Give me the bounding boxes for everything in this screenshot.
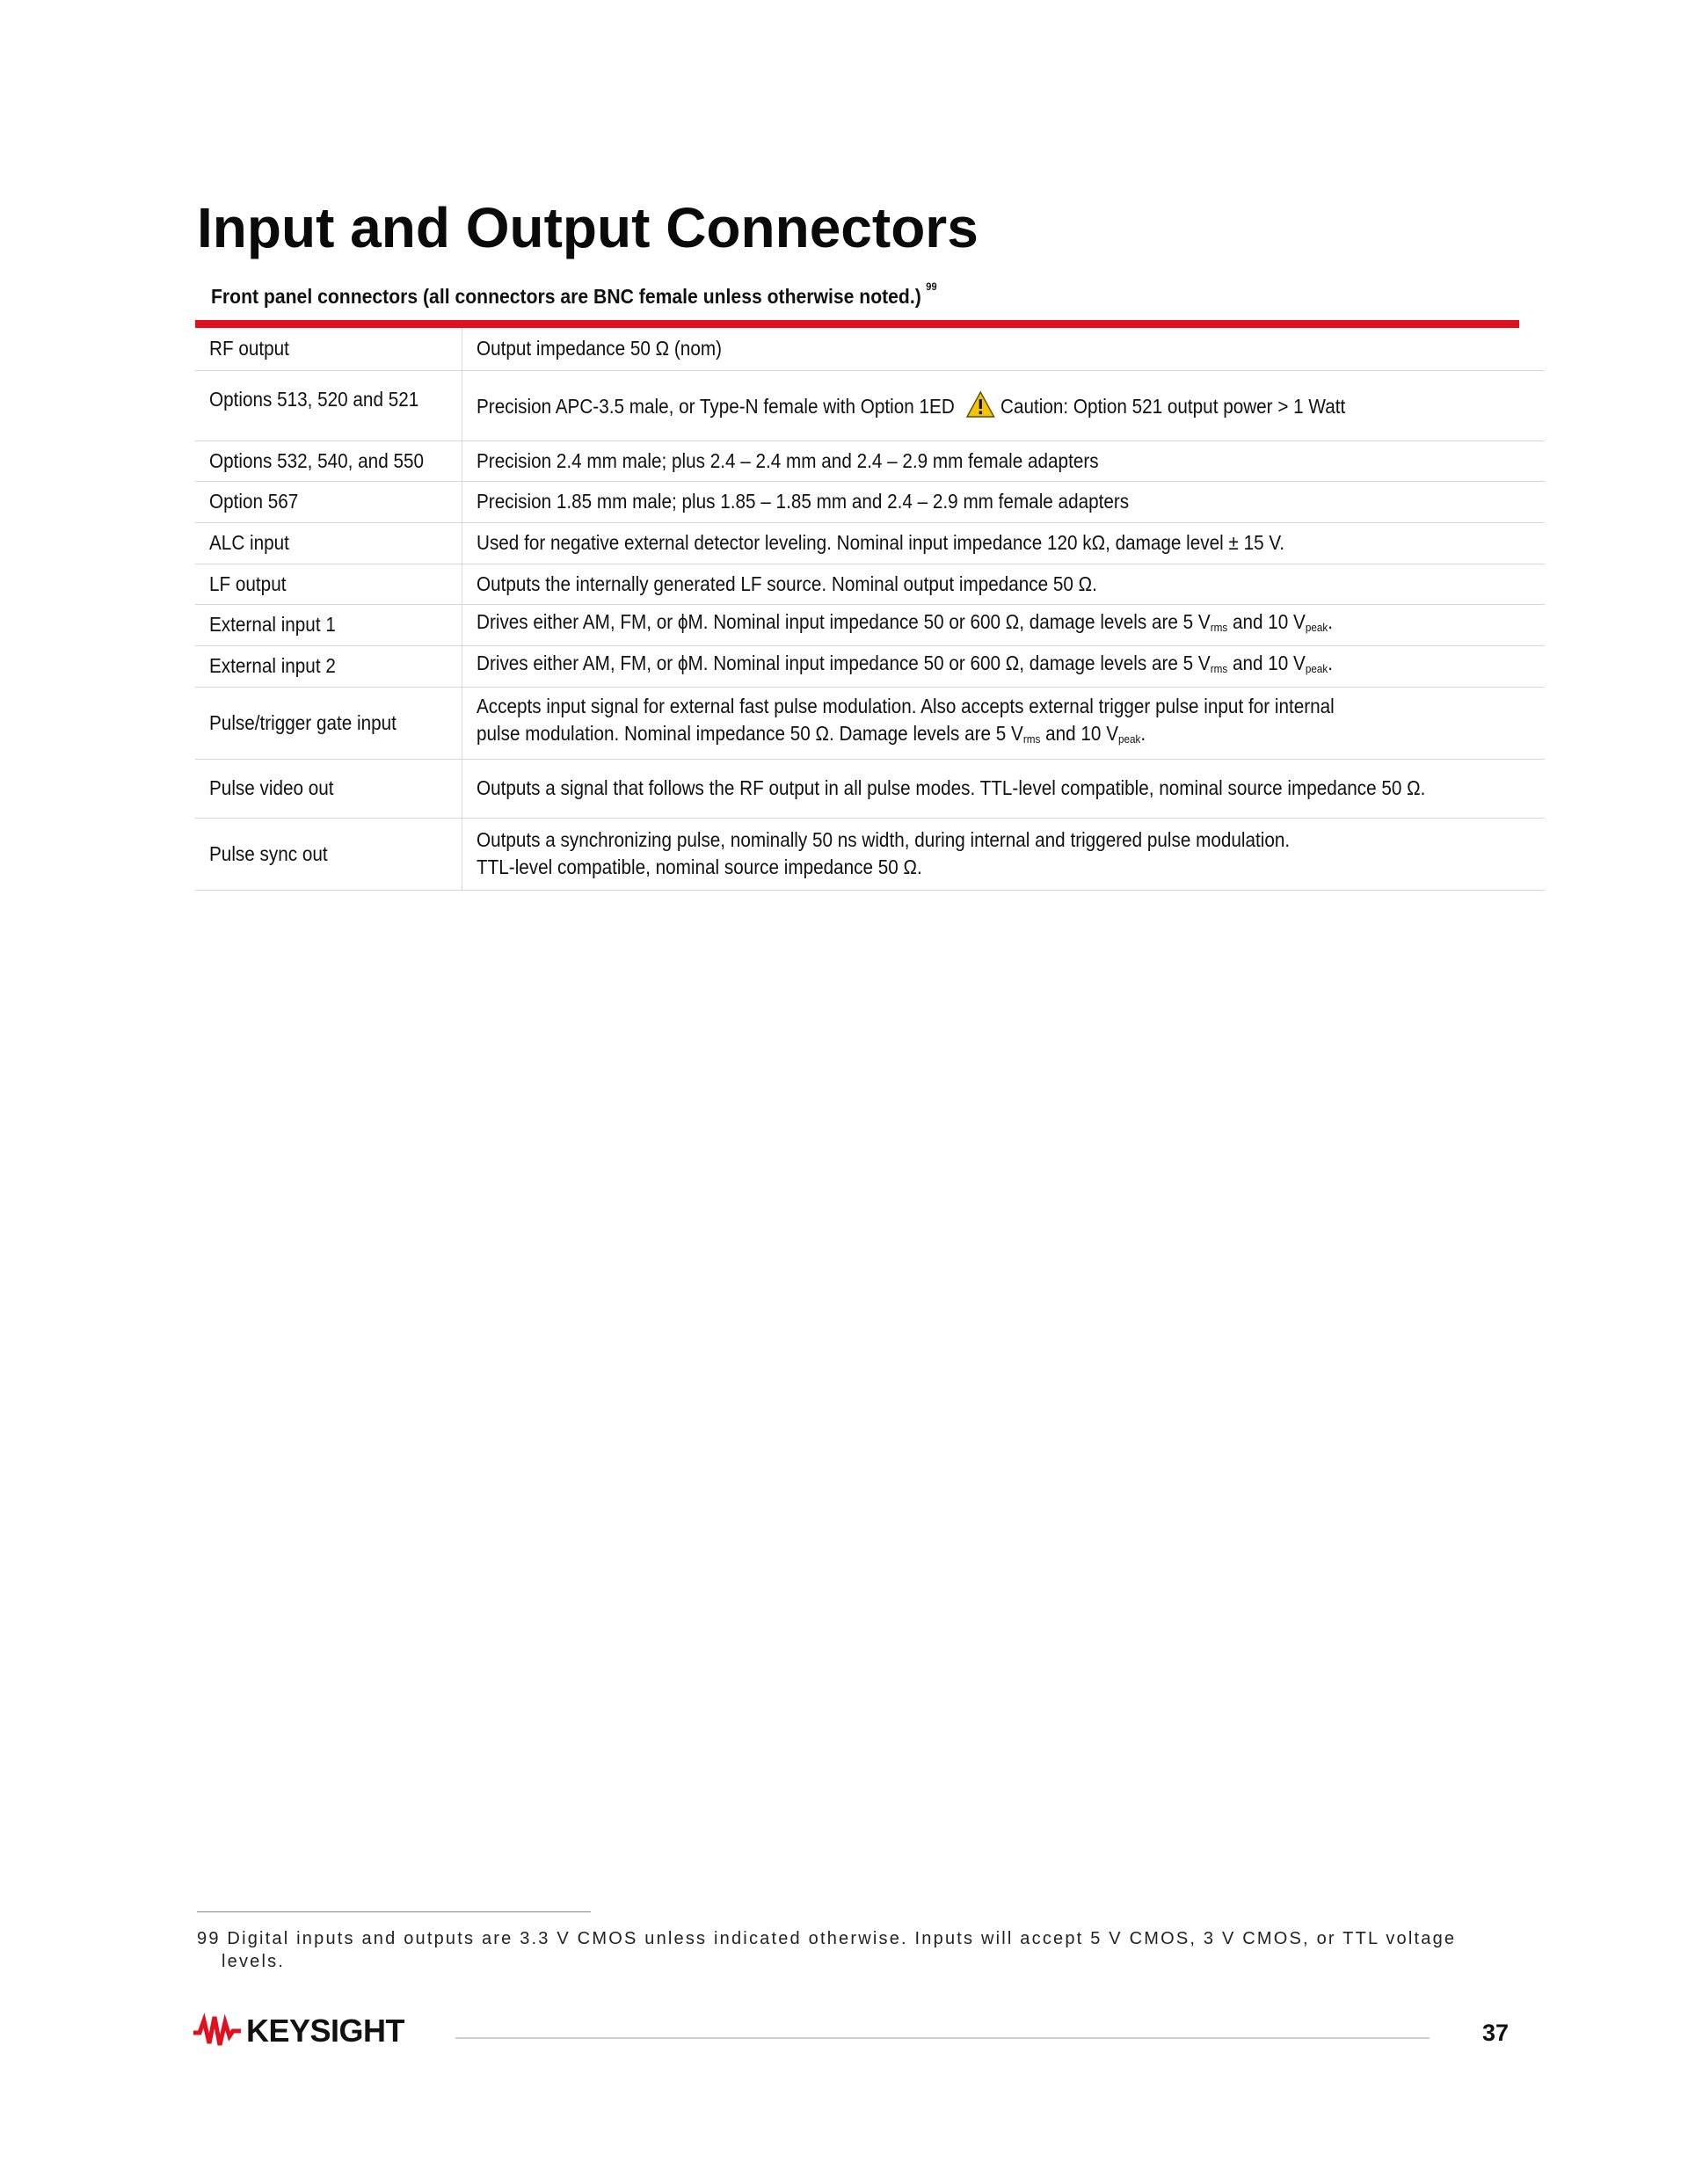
row-description: Precision 2.4 mm male; plus 2.4 – 2.4 mm and 2.4 – 2.9 mm female adapters [477, 448, 1099, 472]
footnote-divider [197, 1911, 591, 1912]
table-row [195, 818, 1545, 890]
row-description: Outputs the internally generated LF source. Nominal output impedance 50 Ω. [477, 571, 1098, 595]
row-label: ALC input [209, 531, 289, 554]
table-row [195, 759, 1545, 818]
page-title: Input and Output Connectors [197, 196, 979, 259]
row-description: Used for negative external detector leveling. Nominal input impedance 120 kΩ, damage level ± 15 V. [477, 531, 1285, 554]
table-caption [211, 280, 937, 309]
row-label: Option 567 [209, 490, 299, 513]
row-label: Options 513, 520 and 521 [209, 387, 419, 411]
row-label: LF output [209, 571, 287, 595]
row-label: RF output [209, 337, 289, 360]
table-row [195, 370, 1545, 440]
row-description: Precision 1.85 mm male; plus 1.85 – 1.85 mm and 2.4 – 2.9 mm female adapters [477, 490, 1130, 513]
table-row [195, 440, 1545, 481]
footnote [197, 1927, 1516, 1973]
row-description: Outputs a synchronizing pulse, nominally 50 ns width, during internal and triggered pulse modulation. TTL-level compatible, nominal source impedance 50 Ω. [477, 828, 1291, 878]
footer-divider [455, 2037, 1430, 2039]
keysight-logo [192, 2010, 404, 2052]
table-row [195, 328, 1545, 370]
table-row [195, 645, 1545, 687]
keysight-wave-icon [192, 2012, 243, 2050]
table-row [195, 604, 1545, 645]
table-row [195, 522, 1545, 564]
row-label: Pulse/trigger gate input [209, 710, 397, 734]
row-description: Accepts input signal for external fast pulse modulation. Also accepts external trigger pulse input for internal pulse modulation. Nominal impedance 50 Ω. Damage levels are 5 $V_{rms}$ and 10 $V_{peak}$. [477, 695, 1335, 746]
row-label: Pulse sync out [209, 841, 328, 865]
row-label: Pulse video out [209, 776, 334, 799]
row-description: Drives either AM, FM, or ϕM. Nominal input impedance 50 or 600 Ω, damage levels are 5 $V_{rms}$ and 10 $V_{peak}$. [477, 610, 1334, 634]
table-row [195, 687, 1545, 759]
row-label: Options 532, 540, and 550 [209, 448, 424, 472]
caution-text: Caution: Option 521 output power > 1 Watt [1000, 395, 1346, 418]
footnote-reference[interactable]: 99 [926, 280, 937, 294]
footnote-number: 99 [197, 1929, 221, 1948]
footnote-text: Digital inputs and outputs are 3.3 V CMOS unless indicated otherwise. Inputs will accept 5 V CMOS, 3 V CMOS, or TTL voltage [227, 1929, 1457, 1948]
row-label: External input 1 [209, 613, 336, 636]
row-description: Precision APC-3.5 male, or Type-N female with Option 1ED Caution: Option 521 output power > 1 Watt [477, 390, 1345, 420]
footnote-text-continued: levels. [222, 1952, 286, 1971]
row-label: External input 2 [209, 654, 336, 677]
table-row [195, 564, 1545, 604]
row-description: Drives either AM, FM, or ϕM. Nominal input impedance 50 or 600 Ω, damage levels are 5 $V_{rms}$ and 10 $V_{peak}$. [477, 652, 1334, 675]
connectors-table [195, 328, 1545, 891]
row-description: Output impedance 50 Ω (nom) [477, 337, 723, 360]
page-number: 37 [1481, 2020, 1509, 2046]
brand-name: KEYSIGHT [246, 2013, 405, 2049]
row-description: Outputs a signal that follows the RF output in all pulse modes. TTL-level compatible, nominal source impedance 50 Ω. [477, 776, 1426, 799]
warning-icon [966, 390, 996, 419]
table-row [195, 481, 1545, 522]
header-accent-rule [195, 320, 1519, 328]
table-caption-text: Front panel connectors (all connectors are BNC female unless otherwise noted.) [211, 285, 921, 308]
